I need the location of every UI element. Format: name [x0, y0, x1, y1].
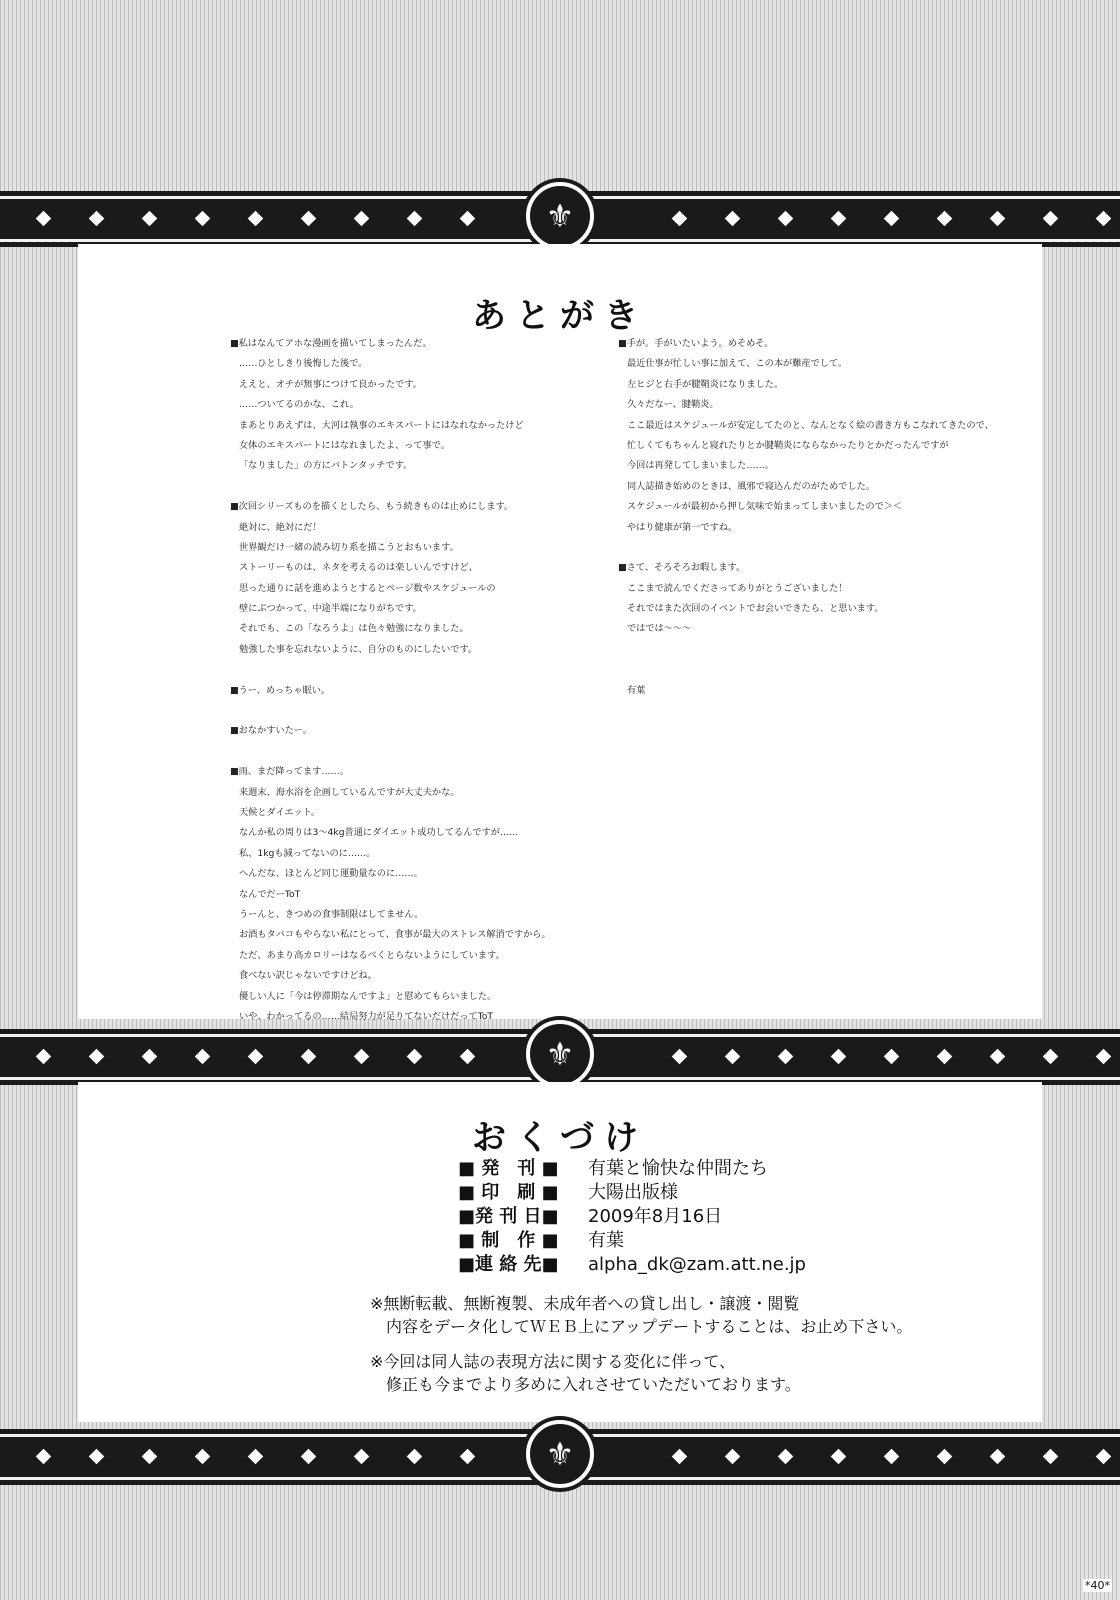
colophon-row-label: ■発 刊 日■	[458, 1206, 559, 1227]
afterword-line: ■次回シリーズものを描くとしたら、もう続きものは止めにします。	[230, 501, 514, 513]
afterword-line: へんだな、ほとんど同じ運動量なのに……。	[239, 868, 423, 880]
diamond-ornament	[725, 211, 741, 227]
diamond-ornament	[195, 1049, 211, 1065]
afterword-line: いや、わかってるの……結局努力が足りてないだけだってToT	[239, 1010, 493, 1022]
colophon-panel	[78, 1082, 1042, 1422]
afterword-line: 久々だなー、腱鞘炎。	[627, 399, 719, 411]
afterword-line: ……ついてるのかな、これ。	[239, 399, 359, 411]
afterword-line: 世界観だけ一緒の読み切り系を描こうとおもいます。	[239, 541, 459, 553]
colophon-note-line	[370, 1338, 912, 1350]
afterword-line: まあとりあえずは、大河は執事のエキスパートにはなれなかったけど	[239, 419, 524, 431]
diamond-ornament	[195, 211, 211, 227]
fleur-de-lis-emblem-middle: ⚜	[526, 1020, 594, 1088]
afterword-line: ではでは～～～	[627, 623, 692, 635]
afterword-line: ■さて、そろそろお暇します。	[618, 562, 746, 574]
diamond-ornament	[354, 1449, 370, 1465]
diamond-ornament	[831, 211, 847, 227]
afterword-line	[230, 742, 551, 762]
afterword-line: ■おなかすいたー。	[230, 725, 312, 737]
diamond-ornament	[142, 211, 158, 227]
afterword-line: うーんと、きつめの食事制限はしてません。	[239, 908, 424, 920]
colophon-row	[458, 1252, 806, 1278]
diamond-ornament	[990, 211, 1006, 227]
diamond-ornament	[142, 1449, 158, 1465]
afterword-right-column	[618, 334, 994, 701]
colophon-row	[458, 1180, 678, 1206]
diamond-ornament	[1096, 1449, 1112, 1465]
afterword-line	[230, 477, 551, 497]
afterword-line: お酒もタバコもやらない私にとって、食事が最大のストレス解消ですから。	[239, 929, 551, 941]
fleur-de-lis-emblem-bottom: ⚜	[526, 1420, 594, 1488]
colophon-note-line: 内容をデータ化してＷＥＢ上にアップデートすることは、お止め下さい。	[370, 1317, 913, 1336]
diamond-ornament	[407, 1049, 423, 1065]
diamond-ornament	[248, 211, 264, 227]
diamond-ornament	[354, 211, 370, 227]
diamond-ornament	[884, 1049, 900, 1065]
afterword-line: 同人誌描き始めのときは、風邪で寝込んだのがためでした。	[627, 480, 876, 492]
diamond-ornament	[725, 1449, 741, 1465]
colophon-row	[458, 1204, 722, 1230]
afterword-line: 「なりました」の方にバトンタッチです。	[239, 460, 413, 472]
afterword-line: ■私はなんてアホな漫画を描いてしまったんだ。	[230, 338, 432, 349]
afterword-line: 優しい人に「今は停滞期なんですよ」と慰めてもらいました。	[239, 990, 497, 1002]
diamond-ornament	[884, 1449, 900, 1465]
diamond-ornament	[354, 1049, 370, 1065]
diamond-ornament	[301, 1049, 317, 1065]
colophon-row-value: 有葉と愉快な仲間たち	[588, 1158, 768, 1179]
diamond-ornament	[937, 1049, 953, 1065]
afterword-line: 忙しくてもちゃんと寝れたりとか腱鞘炎にならなかったりとかだったんですが	[627, 439, 949, 451]
afterword-line: スケジュールが最初から押し気味で始まってしまいましたので＞＜	[627, 501, 903, 513]
diamond-ornament	[778, 211, 794, 227]
colophon-title: おくづけ	[472, 1118, 648, 1158]
afterword-line: ここ最近はスケジュールが安定してたのと、なんとなく絵の書き方もこなれてきたので、	[627, 419, 994, 431]
afterword-line: ■うー、めっちゃ眠い。	[230, 684, 331, 696]
diamond-ornament	[301, 1449, 317, 1465]
afterword-line: ■雨、まだ降ってます……。	[230, 766, 349, 778]
diamond-ornament	[142, 1049, 158, 1065]
afterword-line: 絶対に、絶対にだ！	[239, 521, 322, 533]
afterword-left-column	[230, 334, 551, 1048]
diamond-ornament	[1043, 211, 1059, 227]
diamond-ornament	[778, 1449, 794, 1465]
diamond-ornament	[89, 1049, 105, 1065]
afterword-line: それでも、この「なろうよ」は色々勉強になりました。	[239, 623, 469, 635]
afterword-line: ……ひとしきり後悔した後で。	[239, 358, 368, 370]
afterword-line	[230, 701, 551, 721]
diamond-ornament	[990, 1449, 1006, 1465]
diamond-ornament	[460, 1449, 476, 1465]
afterword-line: やはり健康が第一ですね。	[627, 521, 738, 533]
diamond-ornament	[460, 1049, 476, 1065]
diamond-ornament	[937, 1449, 953, 1465]
fleur-de-lis-emblem-top: ⚜	[526, 182, 594, 250]
colophon-row-label: ■ 制 作 ■	[458, 1230, 559, 1251]
diamond-ornament	[248, 1449, 264, 1465]
colophon-row-value: alpha_dk@zam.att.ne.jp	[588, 1254, 806, 1275]
diamond-ornament	[725, 1049, 741, 1065]
afterword-line: なんでだーToT	[239, 888, 301, 900]
diamond-ornament	[1096, 211, 1112, 227]
colophon-row-label: ■ 印 刷 ■	[458, 1182, 559, 1203]
colophon-row-value: 有葉	[588, 1230, 624, 1251]
afterword-line: ただ、あまり高カロリーはなるべくとらないようにしています。	[239, 949, 505, 961]
diamond-ornament	[1043, 1049, 1059, 1065]
afterword-line: 私、1kgも減ってないのに……。	[239, 847, 376, 859]
diamond-ornament	[407, 211, 423, 227]
afterword-line: ストーリーものは、ネタを考えるのは楽しいんですけど、	[239, 562, 478, 574]
colophon-note-line: 修正も今までより多めに入れさせていただいております。	[370, 1375, 801, 1394]
afterword-title: あとがき	[472, 296, 648, 336]
afterword-line	[618, 660, 994, 680]
afterword-line: 今回は再発してしまいました……。	[627, 460, 774, 472]
afterword-line: 思った通りに話を進めようとするとページ数やスケジュールの	[239, 582, 496, 594]
afterword-line: 最近仕事が忙しい事に加えて、この本が難産でして。	[627, 358, 848, 370]
colophon-row-value: 大陽出版様	[588, 1182, 678, 1203]
afterword-line: 女体のエキスパートにはなれましたよ、って事で。	[239, 439, 450, 451]
diamond-ornament	[1096, 1049, 1112, 1065]
diamond-ornament	[248, 1049, 264, 1065]
afterword-line: ここまで読んでくださってありがとうございました！	[627, 582, 848, 594]
colophon-row-label: ■ 発 刊 ■	[458, 1158, 559, 1179]
diamond-ornament	[672, 211, 688, 227]
afterword-line: 壁にぶつかって、中途半端になりがちです。	[239, 603, 422, 615]
afterword-line	[618, 640, 994, 660]
diamond-ornament	[460, 211, 476, 227]
diamond-ornament	[831, 1049, 847, 1065]
colophon-notes	[370, 1292, 912, 1396]
afterword-line: ええと、オチが無事につけて良かったです。	[239, 378, 422, 390]
diamond-ornament	[36, 1049, 52, 1065]
diamond-ornament	[195, 1449, 211, 1465]
colophon-note-line: ※無断転載、無断複製、未成年者への貸し出し・譲渡・閲覧	[370, 1294, 800, 1313]
afterword-line	[618, 538, 994, 558]
diamond-ornament	[672, 1049, 688, 1065]
colophon-row	[458, 1228, 624, 1254]
diamond-ornament	[778, 1049, 794, 1065]
diamond-ornament	[301, 211, 317, 227]
afterword-line: なんか私の周りは3～4kg普通にダイエット成功してるんですが……	[239, 827, 519, 839]
colophon-row-label: ■連 絡 先■	[458, 1254, 559, 1275]
diamond-ornament	[36, 211, 52, 227]
afterword-line: 来週末、海水浴を企画しているんですが大丈夫かな。	[239, 786, 460, 798]
diamond-ornament	[884, 211, 900, 227]
diamond-ornament	[990, 1049, 1006, 1065]
diamond-ornament	[36, 1449, 52, 1465]
diamond-ornament	[89, 1449, 105, 1465]
diamond-ornament	[89, 211, 105, 227]
page-number: *40*	[1085, 1579, 1110, 1592]
diamond-ornament	[407, 1449, 423, 1465]
afterword-line: 有葉	[627, 684, 646, 696]
colophon-row	[458, 1156, 768, 1182]
afterword-line: 左ヒジと右手が腱鞘炎になりました。	[627, 378, 784, 390]
diamond-ornament	[672, 1449, 688, 1465]
diamond-ornament	[831, 1449, 847, 1465]
afterword-line: それではまた次回のイベントでお会いできたら、と思います。	[627, 603, 884, 615]
afterword-line	[230, 660, 551, 680]
diamond-ornament	[937, 211, 953, 227]
afterword-line: 天候とダイエット。	[239, 806, 321, 818]
afterword-line: 勉強した事を忘れないように、自分のものにしたいです。	[239, 643, 478, 655]
colophon-note-line: ※今回は同人誌の表現方法に関する変化に伴って、	[370, 1352, 736, 1371]
colophon-row-value: 2009年8月16日	[588, 1206, 723, 1227]
afterword-panel	[78, 244, 1042, 1022]
afterword-line: 食べない訳じゃないですけどね。	[239, 970, 377, 982]
afterword-line: ■手が。手がいたいよう。めそめそ。	[618, 338, 774, 349]
diamond-ornament	[1043, 1449, 1059, 1465]
